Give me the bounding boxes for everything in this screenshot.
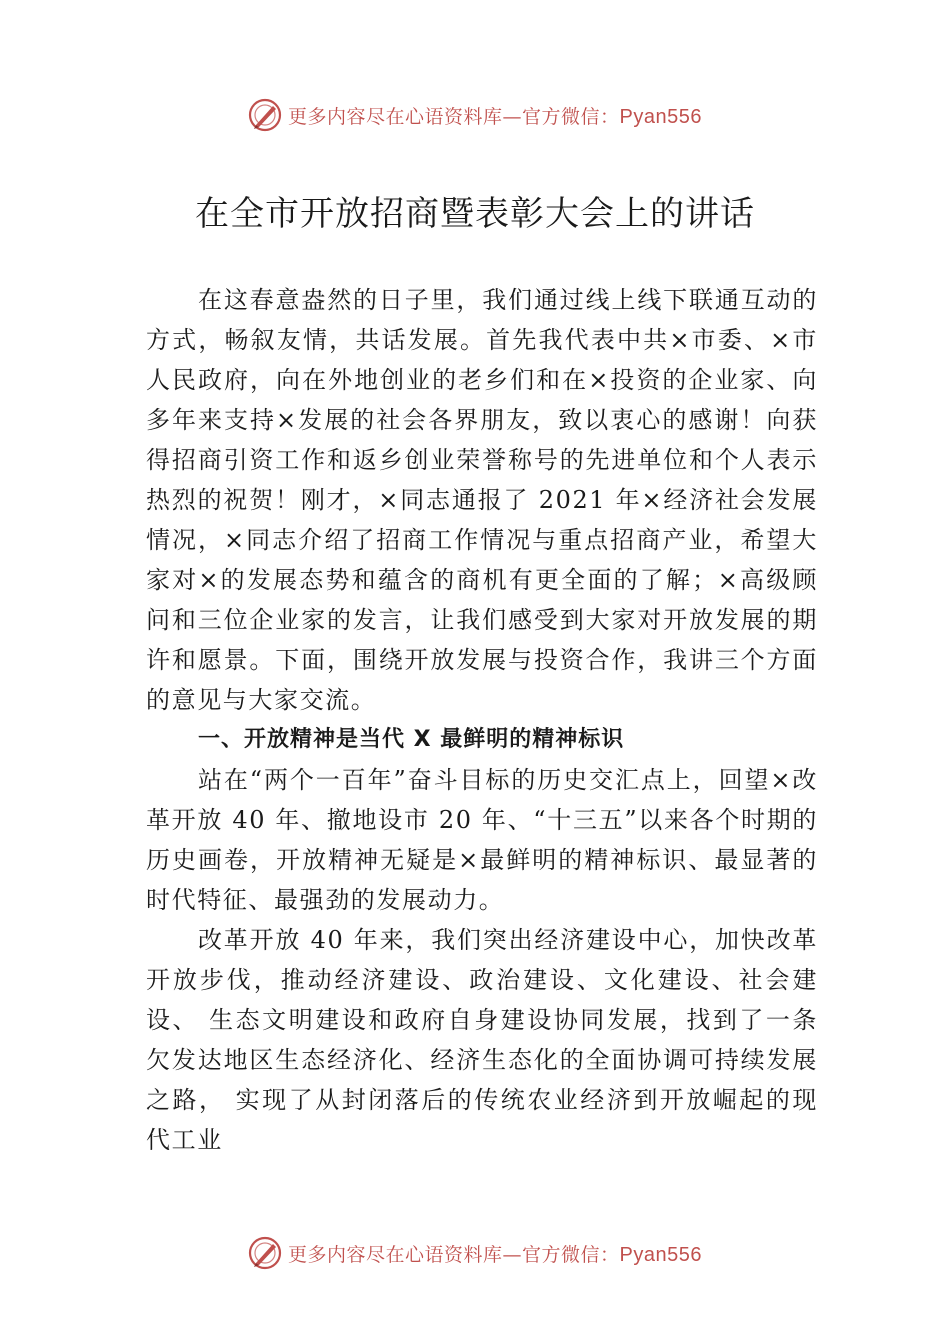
pen-seal-logo-icon xyxy=(248,1236,282,1270)
footer-watermark-banner xyxy=(0,1233,950,1273)
paragraph-2: 站在“两个一百年”奋斗目标的历史交汇点上，回望×改革开放 40 年、撤地设市 20 年、“十三五”以来各个时期的历史画卷，开放精神无疑是×最鲜明的精神标识、最显著的时代特征、最强劲的发展动力。 xyxy=(146,766,818,914)
banner-text xyxy=(288,1240,702,1267)
banner-main-text: 更多内容尽在心语资料库—官方微信： xyxy=(288,1243,620,1266)
document-body xyxy=(146,280,818,1160)
section-heading-1: 一、开放精神是当代 X 最鲜明的精神标识 xyxy=(198,727,625,752)
paragraph-intro: 在这春意盎然的日子里，我们通过线上线下联通互动的方式，畅叙友情，共话发展。首先我代表中共×市委、×市人民政府，向在外地创业的老乡们和在×投资的企业家、向多年来支持×发展的社会各界朋友，致以衷心的感谢！向获得招商引资工作和返乡创业荣誉称号的先进单位和个人表示热烈的祝贺！刚才，×同志通报了 2021 年×经济社会发展情况，×同志介绍了招商工作情况与重点招商产业，希望大家对×的发展态势和蕴含的商机有更全面的了解；×高级顾问和三位企业家的发言，让我们感受到大家对开放发展的期许和愿景。下面，围绕开放发展与投资合作，我讲三个方面的意见与大家交流。 xyxy=(146,286,818,714)
pen-seal-logo-icon xyxy=(248,98,282,132)
header-watermark-banner xyxy=(0,95,950,135)
paragraph-3: 改革开放 40 年来，我们突出经济建设中心，加快改革开放步伐，推动经济建设、政治建设、文化建设、社会建设、 生态文明建设和政府自身建设协同发展，找到了一条欠发达地区生态经济化、经济生态化的全面协调可持续发展之路， 实现了从封闭落后的传统农业经济到开放崛起的现代工业 xyxy=(146,926,818,1154)
document-title: 在全市开放招商暨表彰大会上的讲话 xyxy=(195,194,755,234)
banner-main-text: 更多内容尽在心语资料库—官方微信： xyxy=(288,105,620,128)
wechat-id: Pyan556 xyxy=(619,1243,702,1266)
banner-text xyxy=(288,102,702,129)
wechat-id: Pyan556 xyxy=(619,105,702,128)
